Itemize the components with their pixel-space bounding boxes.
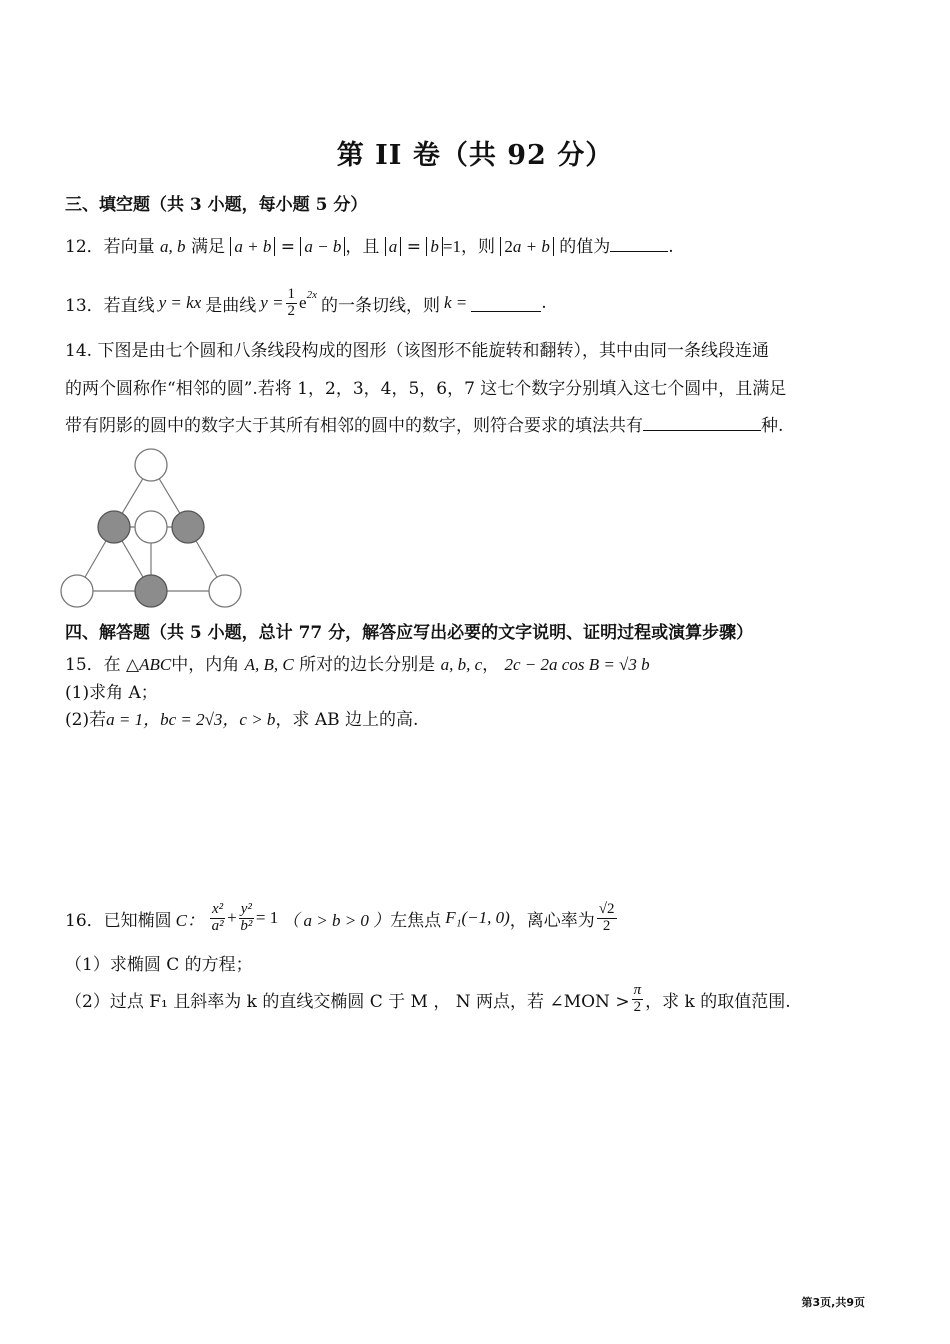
q13-suffix: 的一条切线，则 (320, 295, 440, 316)
q16-prefix: 已知椭圆 (103, 910, 172, 931)
question-15-part-2 (65, 705, 418, 730)
question-14-line-1: 14. 下图是由七个圆和八条线段构成的图形（该图形不能旋转和翻转），其中由同一条线段连通 (65, 341, 769, 361)
q12-and-word: ，且 (345, 237, 380, 257)
q12-suffix: 的值为 (559, 237, 611, 257)
q16-condition: （ a > b > 0 ） (282, 910, 391, 930)
question-16-part-2 (65, 978, 791, 1020)
q12-cond-word: 满足 (190, 237, 225, 257)
q13-mid: 是曲线 (205, 295, 257, 316)
question-16-part-1: （1）求椭圆 C 的方程； (65, 955, 253, 975)
q15-sep: ， (482, 655, 500, 675)
q12-abs-diff: a − b (300, 237, 345, 256)
q12-abs-b: b (426, 237, 443, 256)
q16-focus-text: 左焦点 (390, 910, 442, 931)
circle-shaded-bottom (135, 575, 167, 607)
q15-triangle: △ABC (126, 655, 172, 674)
q13-half: $\frac{1}{2}$ (287, 285, 296, 319)
q15-number: 15． (65, 655, 104, 675)
circle-graph-figure (55, 440, 245, 612)
q16-part2-text: （2）过点 F₁ 且斜率为 k 的直线交椭圆 C 于 M ， N 两点，若 ∠MON > (65, 991, 630, 1012)
question-15-part-1: (1)求角 A； (65, 683, 158, 703)
q13-curve-lhs: y = (260, 293, 284, 312)
q15-angles: A, B, C (244, 655, 294, 674)
q16-number: 16． (65, 910, 104, 931)
q16-eq-one: = 1 (255, 908, 279, 927)
q15-lead: 在 (103, 655, 121, 675)
q15-part2-conditions: a = 1，bc = 2√3，c > b (106, 710, 276, 729)
page-number: 第3页,共9页 (801, 1296, 865, 1309)
q15-mid2: 所对的边长分别是 (299, 655, 436, 675)
q16-plus: + (227, 908, 237, 927)
q12-eq-one: =1 (442, 237, 461, 256)
q12-abs-target: 2a + b (500, 237, 553, 256)
q15-mid: 中，内角 (171, 655, 240, 675)
q15-part2-prefix: (2)若 (65, 710, 107, 730)
q12-then-word: ，则 (460, 237, 495, 257)
q13-exp-base: e (299, 293, 307, 312)
circle-bottom-left (61, 575, 93, 607)
q13-prefix: 若直线 (103, 295, 155, 316)
q12-number: 12． (65, 237, 104, 257)
q13-line-equation: y = kx (158, 293, 202, 312)
q13-exp-power: 2x (306, 289, 317, 301)
question-13: 13． 若直线 y = kx 是曲线 y = $\frac{1}{2}$ e $^{2x}$ 的一条切线，则 k = . (65, 285, 547, 319)
q15-part2-suffix: ，求 AB 边上的高. (275, 710, 419, 730)
q16-frac-x: $\frac{\text{x²}}{\text{a²}}$ (211, 900, 224, 934)
q16-pi-half: $\frac{\pi}{2}$ (633, 981, 642, 1015)
question-14-line-2: 的两个圆称作“相邻的圆”.若将 1，2，3，4，5，6，7 这七个数字分别填入这七个圆中，且满足 (65, 379, 787, 399)
circle-top (135, 449, 167, 481)
circle-shaded-right (172, 511, 204, 543)
answer-blank-12[interactable] (610, 251, 668, 252)
section-heading-solutions: 四、解答题（共 5 小题，总计 77 分，解答应写出必要的文字说明、证明过程或演算步骤） (65, 623, 754, 643)
q16-ecc-text: ，离心率为 (509, 910, 595, 931)
q16-part2-end: ，求 k 的取值范围. (645, 991, 791, 1012)
q14-line-3-end: 种. (761, 416, 784, 436)
circle-bottom-right (209, 575, 241, 607)
section-heading-fill-in: 三、填空题（共 3 小题，每小题 5 分） (65, 195, 368, 215)
q13-number: 13． (65, 295, 104, 316)
q16-frac-y: $\frac{\text{y²}}{\text{b²}}$ (240, 900, 253, 934)
circle-shaded-left (98, 511, 130, 543)
q15-equation: 2c − 2a cos B = √3 b (504, 655, 650, 674)
q12-abs-a: a (385, 237, 402, 256)
q14-line-3-text: 带有阴影的圆中的数字大于其所有相邻的圆中的数字，则符合要求的填法共有 (65, 416, 643, 436)
q12-vector-names: a, b (160, 237, 186, 256)
q15-sides: a, b, c (440, 655, 483, 674)
question-16 (65, 890, 619, 946)
q16-focus: F₁(−1, 0) (445, 908, 510, 927)
q16-eccentricity: $\frac{√2}{2}$ (598, 900, 615, 934)
answer-blank-13[interactable] (471, 295, 541, 312)
q12-prefix: 若向量 (103, 237, 155, 257)
page-title: 第 II 卷（共 92 分） (336, 140, 614, 171)
q12-abs-sum: a + b (230, 237, 275, 256)
q13-k-var: k = (443, 293, 468, 312)
question-14-line-3 (65, 411, 783, 436)
q16-ellipse-name: C： (175, 910, 204, 930)
question-12: 12．若向量 a, b 满足 a + b = a − b ，且 a = b =1，则 2a + b 的值为 . (65, 237, 674, 257)
question-15 (65, 650, 650, 675)
circle-center (135, 511, 167, 543)
answer-blank-14[interactable] (643, 416, 761, 431)
